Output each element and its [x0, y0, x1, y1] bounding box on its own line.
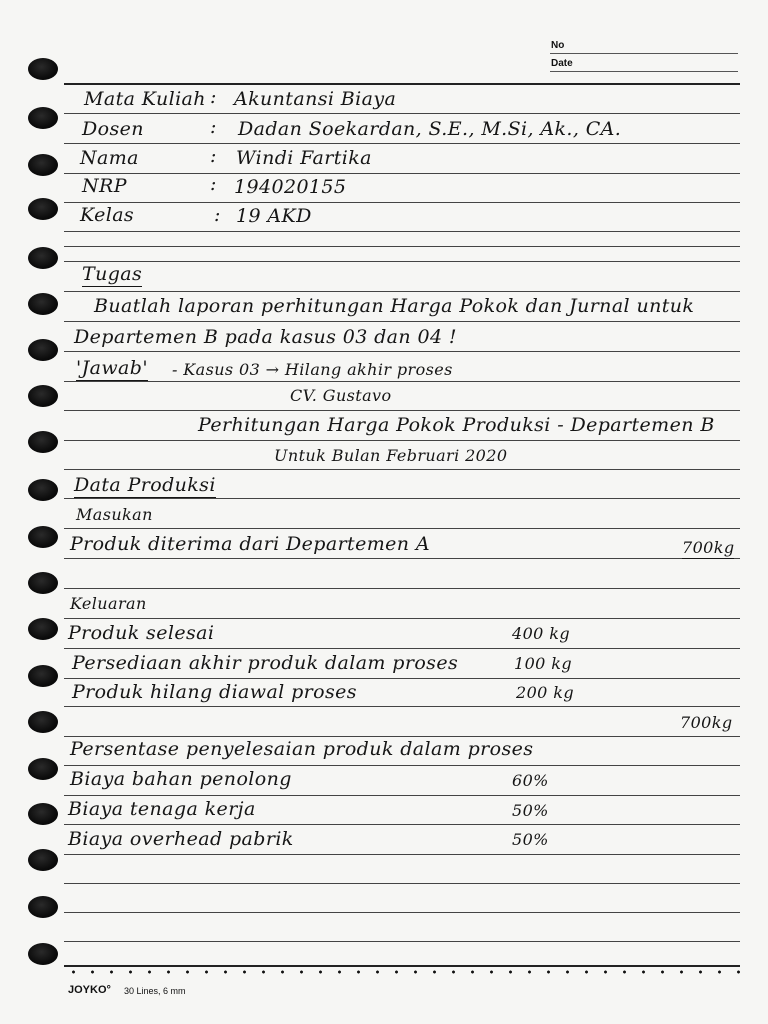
binder-hole [28, 431, 58, 453]
keluaran-label: Keluaran [70, 594, 147, 613]
keluaran-item-value: 100 kg [514, 654, 572, 673]
binder-hole [28, 526, 58, 548]
masukan-item-value: 700kg [682, 538, 735, 557]
company-name: CV. Gustavo [290, 386, 392, 405]
info-separator: : [214, 204, 221, 226]
ruled-line [64, 261, 740, 262]
brand-logo: JOYKO° [68, 984, 111, 996]
paper-spec: 30 Lines, 6 mm [124, 986, 186, 996]
report-period: Untuk Bulan Februari 2020 [274, 446, 508, 465]
ruled-line [64, 498, 740, 499]
ruled-line [64, 143, 740, 144]
no-rule [550, 53, 738, 54]
ruled-line [64, 795, 740, 796]
info-separator: : [210, 173, 217, 195]
ruled-line [64, 736, 740, 737]
binder-hole [28, 58, 58, 80]
binder-hole [28, 665, 58, 687]
info-value: Windi Fartika [236, 147, 372, 169]
binder-hole [28, 247, 58, 269]
ruled-line [64, 291, 740, 292]
ruled-line [64, 202, 740, 203]
ruled-line [64, 765, 740, 766]
info-label: Mata Kuliah [84, 88, 206, 110]
ruled-line [64, 678, 740, 679]
ruled-line [64, 588, 740, 589]
ruled-line [64, 558, 740, 559]
date-rule [550, 71, 738, 72]
info-value: Akuntansi Biaya [234, 88, 397, 110]
ruled-line [64, 246, 740, 247]
data-produksi-heading: Data Produksi [74, 474, 216, 496]
report-title: Perhitungan Harga Pokok Produksi - Departemen B [198, 414, 715, 436]
tugas-text-line: Departemen B pada kasus 03 dan 04 ! [74, 326, 457, 348]
persentase-item-label: Biaya bahan penolong [70, 768, 292, 790]
info-label: Dosen [82, 118, 144, 140]
binder-hole [28, 896, 58, 918]
ruled-line [64, 941, 740, 942]
ruled-line [64, 706, 740, 707]
keluaran-item-value: 400 kg [512, 624, 570, 643]
ruled-line [64, 883, 740, 884]
info-label: NRP [82, 175, 127, 197]
ruled-line [64, 321, 740, 322]
binder-hole [28, 618, 58, 640]
ruled-line [64, 351, 740, 352]
ruled-line [64, 410, 740, 411]
info-value: 194020155 [234, 176, 347, 198]
ruled-line [64, 824, 740, 825]
no-label: No [551, 40, 565, 51]
keluaran-item-label: Produk selesai [68, 622, 215, 644]
ruled-line [64, 912, 740, 913]
binder-hole [28, 198, 58, 220]
ruled-line [64, 618, 740, 619]
ruled-line [64, 173, 740, 174]
info-label: Nama [80, 147, 139, 169]
binder-hole [28, 479, 58, 501]
info-separator: : [210, 86, 217, 108]
binder-hole [28, 339, 58, 361]
binder-hole [28, 154, 58, 176]
binder-hole [28, 385, 58, 407]
ruled-line [64, 440, 740, 441]
info-value: 19 AKD [236, 205, 312, 227]
persentase-item-value: 50% [512, 801, 549, 820]
persentase-item-label: Biaya overhead pabrik [68, 828, 294, 850]
ruled-line [64, 648, 740, 649]
masukan-label: Masukan [76, 505, 153, 524]
persentase-label: Persentase penyelesaian produk dalam proses [70, 738, 534, 760]
ruled-line [64, 854, 740, 855]
ruled-line [64, 113, 740, 114]
info-label: Kelas [80, 204, 135, 226]
ruled-line [64, 231, 740, 232]
jawab-case-text: - Kasus 03 → Hilang akhir proses [172, 360, 453, 379]
binder-hole [28, 572, 58, 594]
info-separator: : [210, 145, 217, 167]
persentase-item-value: 50% [512, 830, 549, 849]
bottom-dot-row [64, 969, 740, 975]
binder-hole [28, 758, 58, 780]
ruled-line [64, 469, 740, 470]
keluaran-item-value: 200 kg [516, 683, 574, 702]
keluaran-item-label: Produk hilang diawal proses [72, 681, 357, 703]
binder-hole [28, 849, 58, 871]
ruled-line [64, 965, 740, 967]
ruled-line [64, 381, 740, 382]
binder-hole [28, 803, 58, 825]
binder-hole [28, 107, 58, 129]
binder-hole [28, 943, 58, 965]
persentase-item-label: Biaya tenaga kerja [68, 798, 256, 820]
info-value: Dadan Soekardan, S.E., M.Si, Ak., CA. [238, 118, 622, 140]
date-label: Date [551, 58, 573, 69]
tugas-text-line: Buatlah laporan perhitungan Harga Pokok dan Jurnal untuk [94, 295, 695, 317]
keluaran-item-label: Persediaan akhir produk dalam proses [72, 652, 459, 674]
ruled-line [64, 83, 740, 85]
jawab-label: 'Jawab' [76, 357, 148, 379]
ruled-line [64, 528, 740, 529]
info-separator: : [210, 116, 217, 138]
binder-hole [28, 293, 58, 315]
masukan-item-label: Produk diterima dari Departemen A [70, 533, 430, 555]
tugas-heading: Tugas [82, 263, 143, 285]
keluaran-total: 700kg [680, 713, 733, 732]
binder-hole [28, 711, 58, 733]
persentase-item-value: 60% [512, 771, 549, 790]
